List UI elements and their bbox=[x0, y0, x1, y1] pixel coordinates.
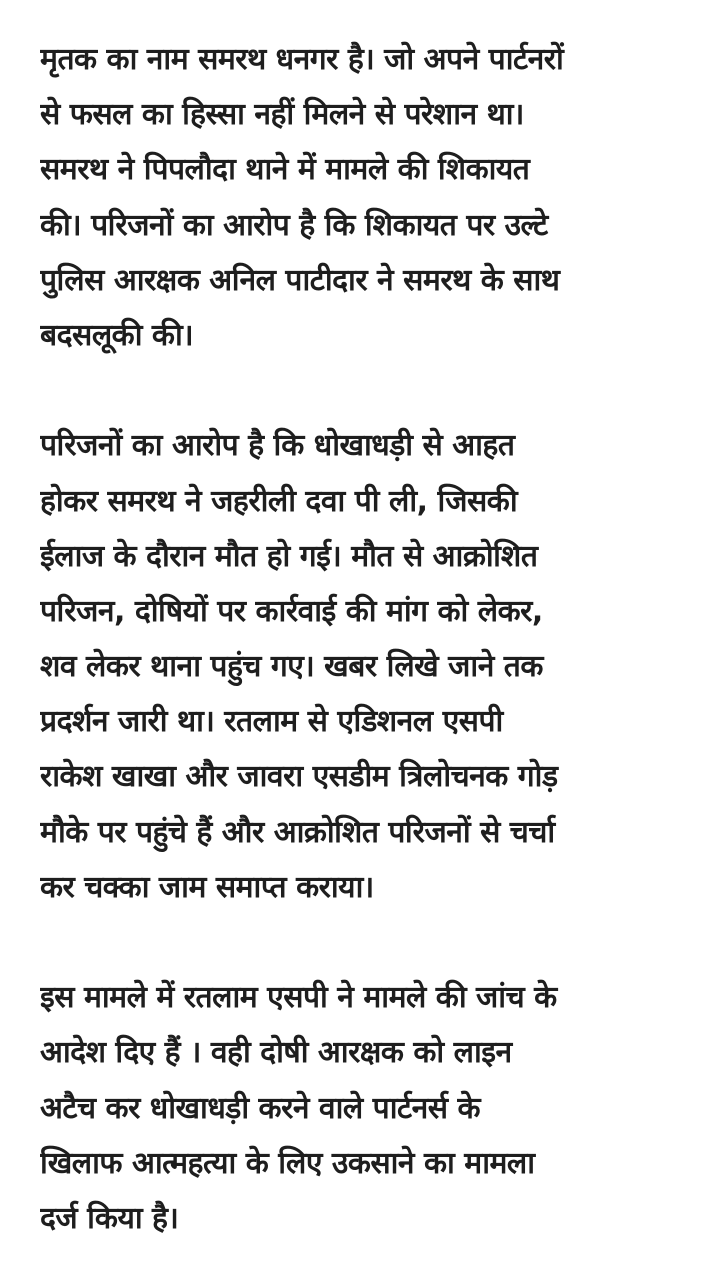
paragraph-protest bbox=[40, 418, 694, 915]
text-line: शव लेकर थाना पहुंच गए। खबर लिखे जाने तक bbox=[40, 649, 543, 685]
paragraph-complaint bbox=[40, 32, 694, 363]
text-line: इस मामले में रतलाम एसपी ने मामले की जांच के bbox=[40, 980, 557, 1016]
text-line: मौके पर पहुंचे हैं और आक्रोशित परिजनों से चर्चा bbox=[40, 814, 555, 850]
text-line: प्रदर्शन जारी था। रतलाम से एडिशनल एसपी bbox=[40, 704, 503, 740]
text-line: ईलाज के दौरान मौत हो गई। मौत से आक्रोशित bbox=[40, 538, 538, 574]
text-line: होकर समरथ ने जहरीली दवा पी ली, जिसकी bbox=[40, 483, 518, 519]
text-line: अटैच कर धोखाधड़ी करने वाले पार्टनर्स के bbox=[40, 1090, 481, 1126]
text-line: परिजन, दोषियों पर कार्रवाई की मांग को लेकर, bbox=[40, 593, 543, 629]
text-line: बदसलूकी की। bbox=[40, 317, 194, 353]
text-line: की। परिजनों का आरोप है कि शिकायत पर उल्टे bbox=[40, 207, 548, 243]
text-line: पुलिस आरक्षक अनिल पाटीदार ने समरथ के साथ bbox=[40, 262, 560, 298]
paragraph-investigation bbox=[40, 970, 694, 1246]
text-line: खिलाफ आत्महत्या के लिए उकसाने का मामला bbox=[40, 1145, 535, 1181]
text-line: से फसल का हिस्सा नहीं मिलने से परेशान था। bbox=[40, 97, 524, 133]
text-line: आदेश दिए हैं । वही दोषी आरक्षक को लाइन bbox=[40, 1035, 512, 1071]
text-line: दर्ज किया है। bbox=[40, 1200, 179, 1236]
text-line: परिजनों का आरोप है कि धोखाधड़ी से आहत bbox=[40, 428, 515, 464]
text-line: मृतक का नाम समरथ धनगर है। जो अपने पार्टनरों bbox=[40, 42, 564, 77]
text-line: कर चक्का जाम समाप्त कराया। bbox=[40, 869, 374, 905]
text-line: राकेश खाखा और जावरा एसडीम त्रिलोचनक गोड़ bbox=[40, 759, 558, 795]
text-line: समरथ ने पिपलौदा थाने में मामले की शिकायत bbox=[40, 152, 530, 188]
